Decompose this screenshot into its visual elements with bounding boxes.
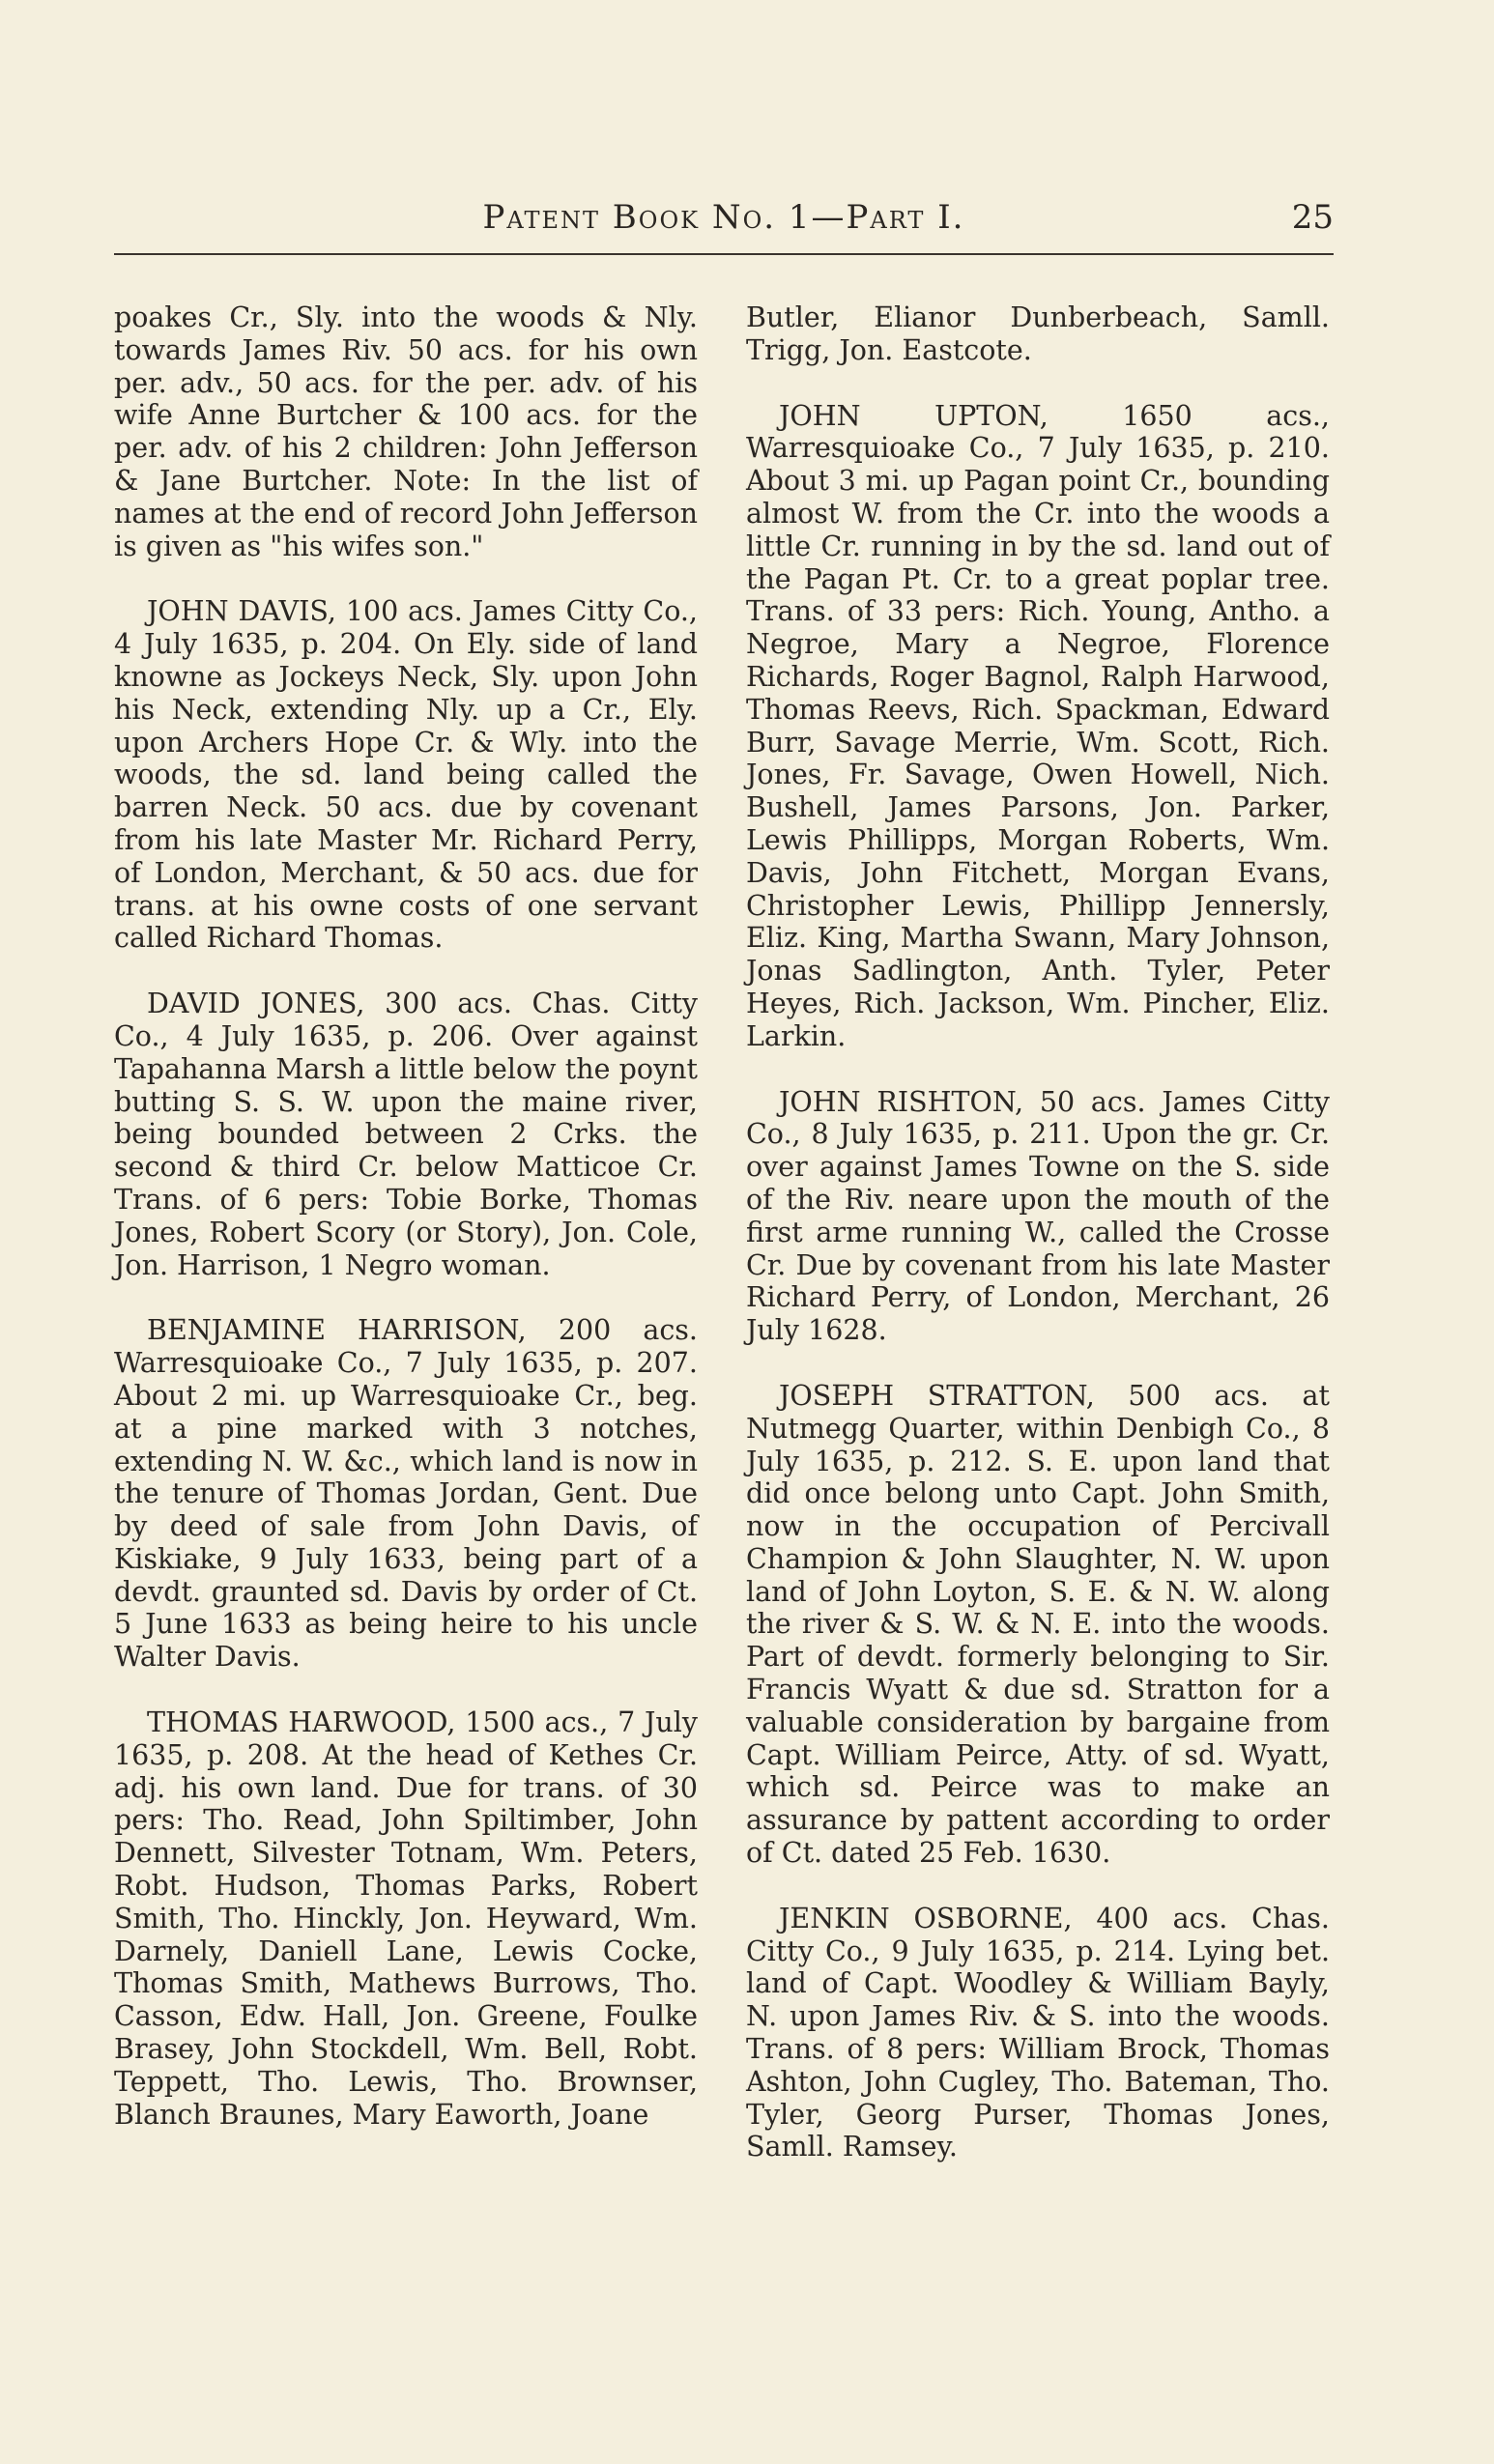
header-rule [114,253,1334,255]
page-number: 25 [1291,198,1334,237]
entry-paragraph: JOSEPH STRATTON, 500 acs. at Nutmegg Quarter, within Denbigh Co., 8 July 1635, p. 212. S. E. upon land that did once belong unto Capt. John Smith, now in the occupation of Percivall Champion & John Slaughter, N. W. upon land of John Loyton, S. E. & N. W. along the river & S. W. & N. E. into the woods. Part of devdt. formerly belonging to Sir. Francis Wyatt & due sd. Stratton for a valuable consideration by bargaine from Capt. William Peirce, Atty. of sd. Wyatt, which sd. Peirce was to make an assurance by pattent according to order of Ct. dated 25 Feb. 1630. [746,1379,1330,1870]
entry-paragraph: JOHN UPTON, 1650 acs., Warresquioake Co., 7 July 1635, p. 210. About 3 mi. up Pagan point Cr., bounding almost W. from the Cr. into the woods a little Cr. running in by the sd. land out of the Pagan Pt. Cr. to a great poplar tree. Trans. of 33 pers: Rich. Young, Antho. a Negroe, Mary a Negroe, Florence Richards, Roger Bagnol, Ralph Harwood, Thomas Reevs, Rich. Spackman, Edward Burr, Savage Merrie, Wm. Scott, Rich. Jones, Fr. Savage, Owen Howell, Nich. Bushell, James Parsons, Jon. Parker, Lewis Phillipps, Morgan Roberts, Wm. Davis, John Fitchett, Morgan Evans, Christopher Lewis, Phillipp Jennersly, Eliz. King, Martha Swann, Mary Johnson, Jonas Sadlington, Anth. Tyler, Peter Heyes, Rich. Jackson, Wm. Pincher, Eliz. Larkin. [746,399,1330,1052]
entry-paragraph: JOHN DAVIS, 100 acs. James Citty Co., 4 July 1635, p. 204. On Ely. side of land knowne as Jockeys Neck, Sly. upon John his Neck, extending Nly. up a Cr., Ely. upon Archers Hope Cr. & Wly. into the woods, the sd. land being called the barren Neck. 50 acs. due by covenant from his late Master Mr. Richard Perry, of London, Merchant, & 50 acs. due for trans. at his owne costs of one servant called Richard Thomas. [114,595,698,955]
right-column [746,301,1330,2196]
entry-paragraph: DAVID JONES, 300 acs. Chas. Citty Co., 4 July 1635, p. 206. Over against Tapahanna Marsh a little below the poynt butting S. S. W. upon the maine river, being bounded between 2 Crks. the second & third Cr. below Matticoe Cr. Trans. of 6 pers: Tobie Borke, Thomas Jones, Robert Scory (or Story), Jon. Cole, Jon. Harrison, 1 Negro woman. [114,988,698,1281]
entry-paragraph: poakes Cr., Sly. into the woods & Nly. towards James Riv. 50 acs. for his own per. adv., 50 acs. for the per. adv. of his wife Anne Burtcher & 100 acs. for the per. adv. of his 2 children: John Jefferson & Jane Burtcher. Note: In the list of names at the end of record John Jefferson is given as "his wifes son." [114,301,698,562]
entry-paragraph: THOMAS HARWOOD, 1500 acs., 7 July 1635, p. 208. At the head of Kethes Cr. adj. his own land. Due for trans. of 30 pers: Tho. Read, John Spiltimber, John Dennett, Silvester Totnam, Wm. Peters, Robt. Hudson, Thomas Parks, Robert Smith, Tho. Hinckly, Jon. Heyward, Wm. Darnely, Daniell Lane, Lewis Cocke, Thomas Smith, Mathews Burrows, Tho. Casson, Edw. Hall, Jon. Greene, Foulke Brasey, John Stockdell, Wm. Bell, Robt. Teppett, Tho. Lewis, Tho. Brownser, Blanch Braunes, Mary Eaworth, Joane [114,1706,698,2131]
entry-paragraph: JENKIN OSBORNE, 400 acs. Chas. Citty Co., 9 July 1635, p. 214. Lying bet. land of Capt. Woodley & William Bayly, N. upon James Riv. & S. into the woods. Trans. of 8 pers: William Brock, Thomas Ashton, John Cugley, Tho. Bateman, Tho. Tyler, Georg Purser, Thomas Jones, Samll. Ramsey. [746,1902,1330,2163]
entry-paragraph: Butler, Elianor Dunberbeach, Samll. Trigg, Jon. Eastcote. [746,301,1330,366]
entry-paragraph: JOHN RISHTON, 50 acs. James Citty Co., 8 July 1635, p. 211. Upon the gr. Cr. over against James Towne on the S. side of the Riv. neare upon the mouth of the first arme running W., called the Crosse Cr. Due by covenant from his late Master Richard Perry, of London, Merchant, 26 July 1628. [746,1085,1330,1347]
entry-paragraph: BENJAMINE HARRISON, 200 acs. Warresquioake Co., 7 July 1635, p. 207. About 2 mi. up Warresquioake Cr., beg. at a pine marked with 3 notches, extending N. W. &c., which land is now in the tenure of Thomas Jordan, Gent. Due by deed of sale from John Davis, of Kiskiake, 9 July 1633, being part of a devdt. graunted sd. Davis by order of Ct. 5 June 1633 as being heire to his uncle Walter Davis. [114,1314,698,1674]
running-title: Patent Book No. 1—Part I. [482,198,965,237]
running-header [114,198,1334,256]
left-column [114,301,698,2163]
